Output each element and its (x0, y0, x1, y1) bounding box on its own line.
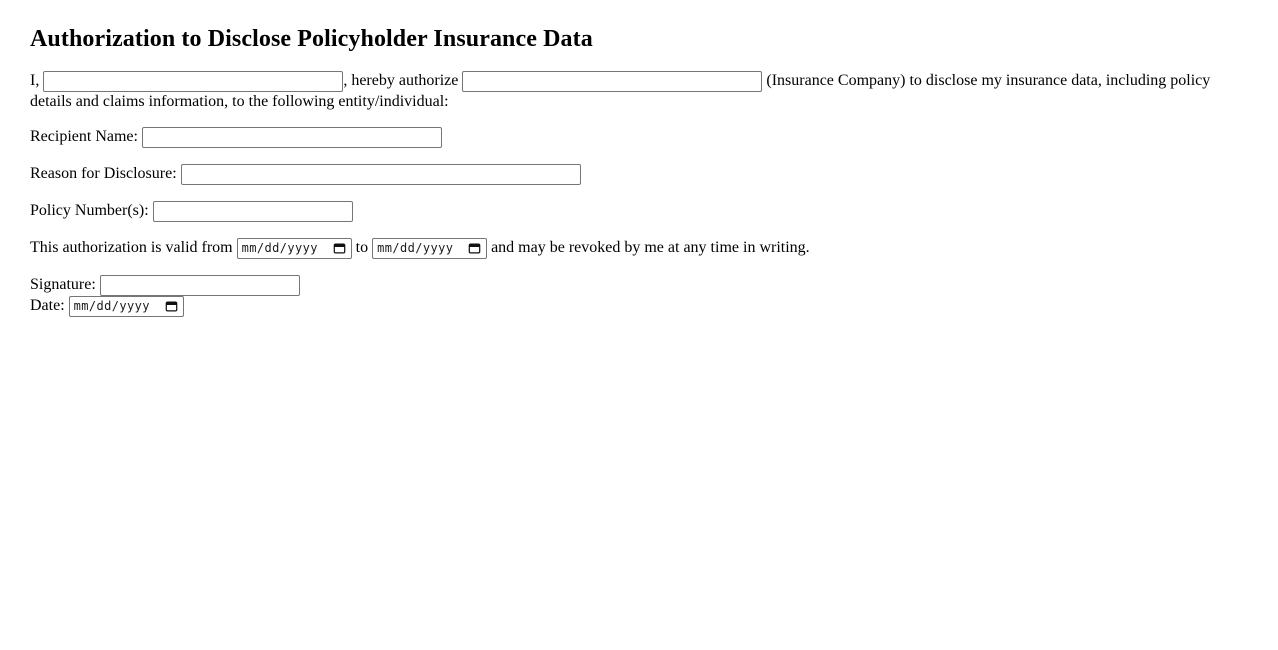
valid-from-date-format: mm/dd/yyyy (241, 241, 318, 256)
policy-label: Policy Number(s): (30, 202, 149, 220)
signature-label: Signature: (30, 276, 96, 294)
insurance-company-input[interactable] (462, 71, 762, 92)
page-title: Authorization to Disclose Policyholder Insurance Data (30, 26, 593, 52)
signature-input[interactable] (100, 275, 300, 296)
date-label: Date: (30, 297, 65, 315)
intro-prefix: I, (30, 72, 40, 90)
reason-for-disclosure-input[interactable] (181, 164, 581, 185)
valid-to-date-format: mm/dd/yyyy (377, 241, 454, 256)
signature-date-input[interactable] (69, 296, 184, 317)
authorization-form (0, 0, 1278, 317)
reason-label: Reason for Disclosure: (30, 165, 177, 183)
signature-block (30, 275, 1248, 317)
validity-row (30, 238, 1248, 259)
valid-to-date-input[interactable] (372, 238, 487, 259)
validity-text-after: and may be revoked by me at any time in writing. (491, 239, 810, 257)
recipient-label: Recipient Name: (30, 128, 138, 146)
reason-row (30, 164, 1248, 185)
policyholder-name-input[interactable] (43, 71, 343, 92)
validity-text-between: to (355, 239, 369, 257)
calendar-icon[interactable] (165, 300, 178, 313)
intro-paragraph (30, 71, 1248, 111)
calendar-icon[interactable] (468, 242, 481, 255)
signature-date-format: mm/dd/yyyy (73, 299, 150, 314)
recipient-name-input[interactable] (142, 127, 442, 148)
valid-from-date-input[interactable] (237, 238, 352, 259)
recipient-row (30, 127, 1248, 148)
policy-row (30, 201, 1248, 222)
calendar-icon[interactable] (333, 242, 346, 255)
intro-after-company: (Insurance Company) to disclose my insurance data, including policy details and claims information, to the following entity/individual: (30, 72, 1211, 110)
intro-after-name: , hereby authorize (343, 72, 459, 90)
policy-numbers-input[interactable] (153, 201, 353, 222)
validity-text-before: This authorization is valid from (30, 239, 233, 257)
